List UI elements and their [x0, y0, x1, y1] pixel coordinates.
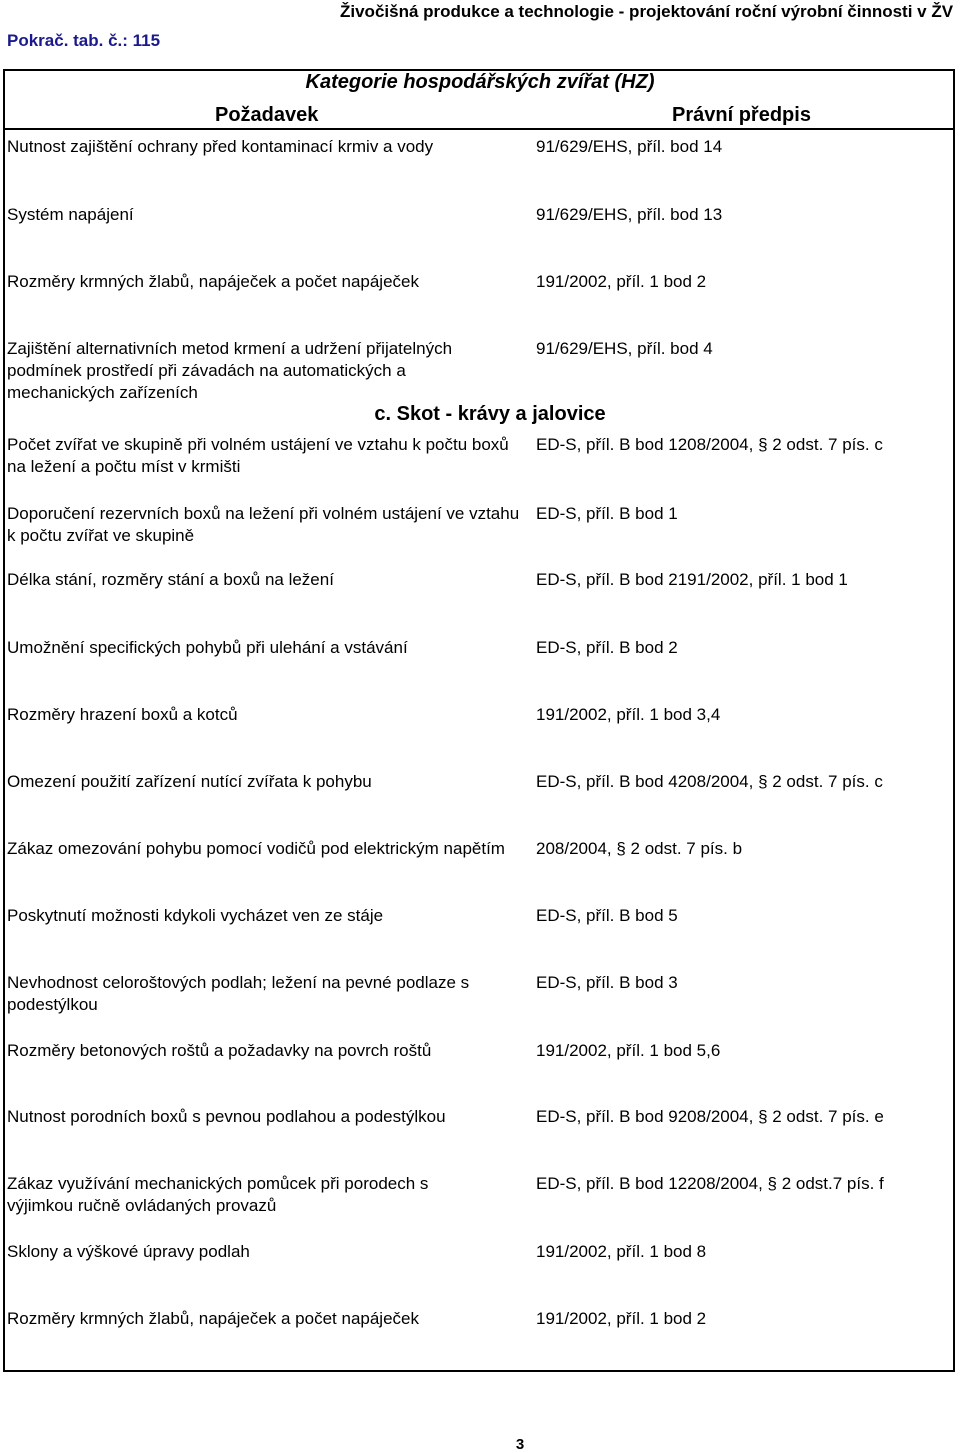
row-regulation: 208/2004, § 2 odst. 7 pís. b — [536, 839, 743, 858]
page-number: 3 — [515, 1436, 525, 1453]
header-divider — [5, 128, 953, 130]
row-regulation: 91/629/EHS, příl. bod 13 — [536, 205, 723, 224]
row-requirement: Nutnost porodních boxů s pevnou podlahou a podestýlkou — [7, 1107, 446, 1126]
row-requirement: Rozměry hrazení boxů a kotců — [7, 705, 238, 724]
page-header-title: Živočišná produkce a technologie - projektování roční výrobní činnosti v ŽV — [340, 2, 954, 21]
row-requirement: Rozměry krmných žlabů, napáječek a počet napáječek — [7, 272, 419, 291]
row-requirement: Rozměry krmných žlabů, napáječek a počet napáječek — [7, 1309, 419, 1328]
column-header-regulation: Právní předpis — [672, 104, 811, 126]
row-requirement: Nutnost zajištění ochrany před kontaminací krmiv a vody — [7, 137, 434, 156]
row-requirement: Zákaz omezování pohybu pomocí vodičů pod elektrickým napětím — [7, 839, 505, 858]
row-requirement: Zajištění alternativních metod krmení a udržení přijatelných podmínek prostředí při závadách na automatických a mechanických zařízeních — [7, 339, 453, 402]
row-requirement: Počet zvířat ve skupině při volném ustájení ve vztahu k počtu boxů na ležení a počtu míst v krmišti — [7, 435, 509, 476]
row-regulation: 91/629/EHS, příl. bod 14 — [536, 137, 723, 156]
row-regulation: 191/2002, příl. 1 bod 2 — [536, 1309, 707, 1328]
column-header-requirement: Požadavek — [215, 104, 319, 126]
row-regulation: ED-S, příl. B bod 12208/2004, § 2 odst.7 pís. f — [536, 1174, 884, 1193]
row-requirement: Poskytnutí možnosti kdykoli vycházet ven ze stáje — [7, 906, 384, 925]
row-regulation: 191/2002, příl. 1 bod 5,6 — [536, 1041, 721, 1060]
row-requirement: Délka stání, rozměry stání a boxů na ležení — [7, 570, 334, 589]
row-requirement: Doporučení rezervních boxů na ležení při volném ustájení ve vztahu k počtu zvířat ve skupině — [7, 504, 520, 545]
row-regulation: ED-S, příl. B bod 5 — [536, 906, 678, 925]
row-requirement: Systém napájení — [7, 205, 134, 224]
row-regulation: ED-S, příl. B bod 4208/2004, § 2 odst. 7 pís. c — [536, 772, 883, 791]
row-regulation: ED-S, příl. B bod 1 — [536, 504, 678, 523]
row-regulation: 191/2002, příl. 1 bod 8 — [536, 1242, 707, 1261]
row-regulation: ED-S, příl. B bod 1208/2004, § 2 odst. 7 pís. c — [536, 435, 883, 454]
row-requirement: Zákaz využívání mechanických pomůcek při porodech s výjimkou ručně ovládaných provazů — [7, 1174, 429, 1215]
section-title-cattle: c. Skot - krávy a jalovice — [374, 403, 606, 425]
row-requirement: Sklony a výškové úpravy podlah — [7, 1242, 250, 1261]
row-requirement: Rozměry betonových roštů a požadavky na povrch roštů — [7, 1041, 432, 1060]
row-requirement: Omezení použití zařízení nutící zvířata k pohybu — [7, 772, 372, 791]
row-regulation: 191/2002, příl. 1 bod 3,4 — [536, 705, 721, 724]
row-regulation: ED-S, příl. B bod 9208/2004, § 2 odst. 7 pís. e — [536, 1107, 884, 1126]
table-continuation-label: Pokrač. tab. č.: 115 — [7, 31, 161, 50]
row-regulation: ED-S, příl. B bod 2191/2002, příl. 1 bod 1 — [536, 570, 848, 589]
row-requirement: Nevhodnost celoroštových podlah; ležení na pevné podlaze s podestýlkou — [7, 973, 470, 1014]
row-regulation: ED-S, příl. B bod 2 — [536, 638, 678, 657]
row-regulation: 191/2002, příl. 1 bod 2 — [536, 272, 707, 291]
row-regulation: ED-S, příl. B bod 3 — [536, 973, 678, 992]
row-requirement: Umožnění specifických pohybů při ulehání a vstávání — [7, 638, 408, 657]
category-title: Kategorie hospodářských zvířat (HZ) — [305, 71, 655, 93]
row-regulation: 91/629/EHS, příl. bod 4 — [536, 339, 713, 358]
